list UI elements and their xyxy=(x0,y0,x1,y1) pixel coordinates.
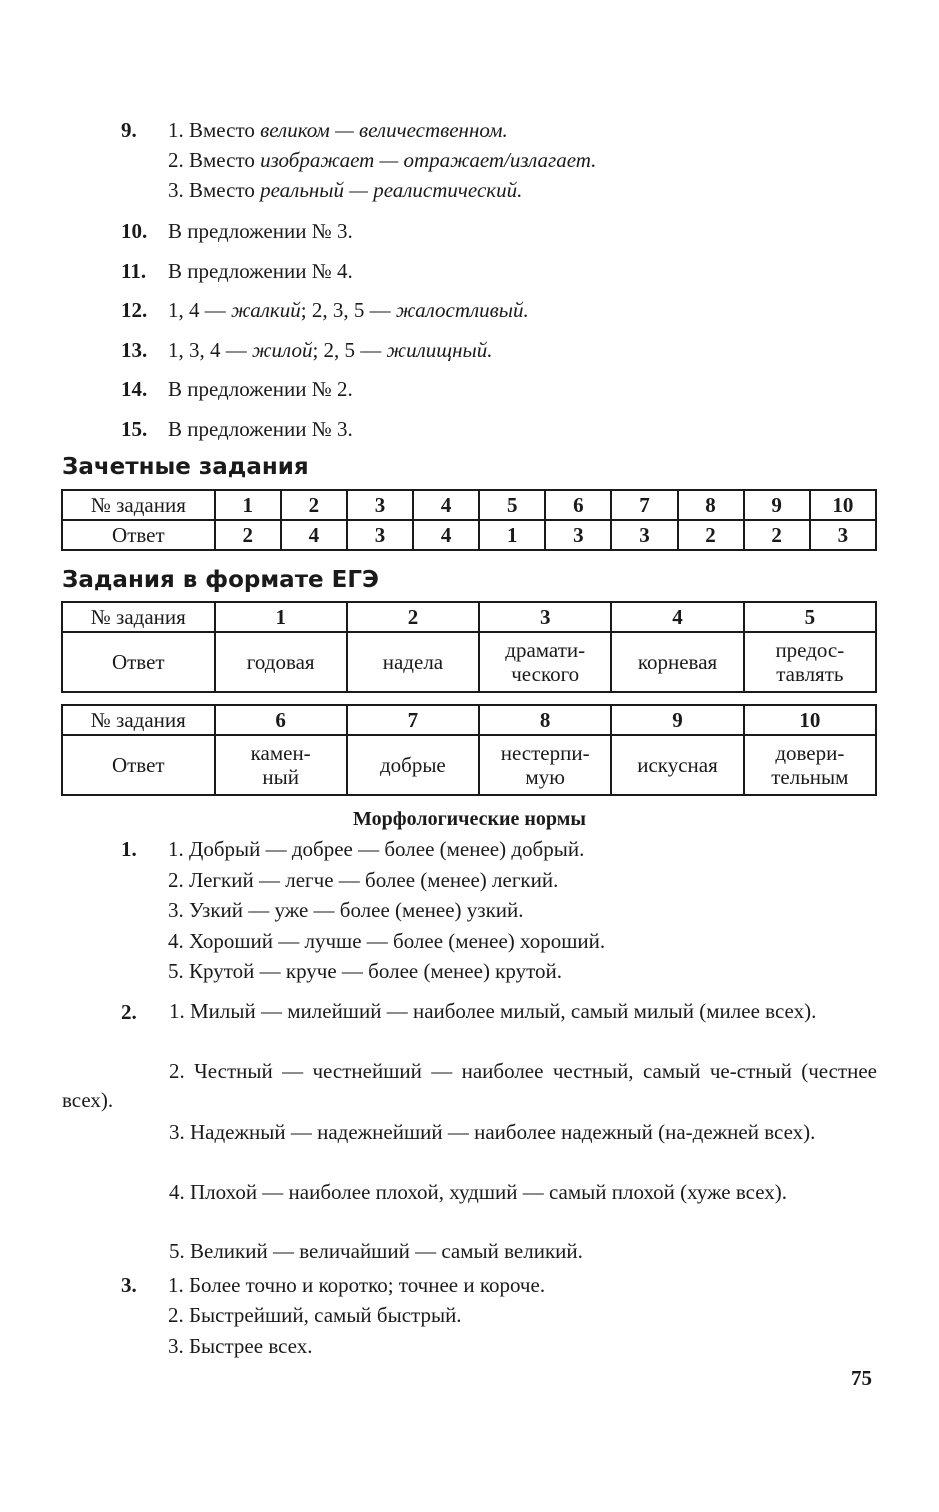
morph-2-para-5 xyxy=(62,1237,877,1266)
morph-1-line-1: 1. Добрый — добрее — более (менее) добрый. xyxy=(168,837,585,861)
task-number-cell: 1 xyxy=(215,602,347,632)
paragraph-text: 3. Надежный — надежнейший — наиболее надежный (на-дежней всех). xyxy=(169,1120,816,1144)
task-number-cell: 4 xyxy=(413,490,479,520)
task-number-cell: 6 xyxy=(545,490,611,520)
paragraph-text: 1. Милый — милейший — наиболее милый, самый милый (милее всех). xyxy=(169,999,817,1023)
row-label-answer: Ответ xyxy=(62,520,215,550)
paragraph-text: 4. Плохой — наиболее плохой, худший — самый плохой (хуже всех). xyxy=(169,1180,788,1204)
task-number-cell: 10 xyxy=(810,490,876,520)
answer-cell: 2 xyxy=(678,520,744,550)
task-number-cell: 2 xyxy=(347,602,479,632)
table-row-answers xyxy=(62,632,876,692)
answer-cell: 3 xyxy=(611,520,677,550)
morph-2-para-1 xyxy=(62,997,877,1026)
answer-cell: 2 xyxy=(744,520,810,550)
section-heading-ege-format: Задания в формате ЕГЭ xyxy=(62,567,379,593)
answer-11-text: В предложении № 4. xyxy=(168,259,353,283)
answer-number-12: 12. xyxy=(121,298,148,322)
answer-9-line-1: 1. Вместо великом — величественном. xyxy=(168,118,508,142)
task-number-cell: 5 xyxy=(744,602,876,632)
task-number-cell: 8 xyxy=(678,490,744,520)
answer-number-11: 11. xyxy=(121,259,147,283)
table-row-answers xyxy=(62,520,876,550)
answer-9-line-3: 3. Вместо реальный — реалистический. xyxy=(168,178,523,202)
task-number-cell: 9 xyxy=(744,490,810,520)
morph-1-line-5: 5. Крутой — круче — более (менее) крутой. xyxy=(168,959,562,983)
answer-number-13: 13. xyxy=(121,338,148,362)
answer-cell: 2 xyxy=(215,520,281,550)
task-number-cell: 7 xyxy=(347,705,479,735)
answer-cell: 3 xyxy=(810,520,876,550)
table-row-answers xyxy=(62,735,876,795)
table-row-numbers xyxy=(62,705,876,735)
morph-norms-title: Морфологические нормы xyxy=(353,808,586,830)
task-number-cell: 1 xyxy=(215,490,281,520)
ege-tasks-table-2 xyxy=(61,704,877,796)
task-number-cell: 3 xyxy=(479,602,611,632)
answer-15-text: В предложении № 3. xyxy=(168,417,353,441)
answer-number-9: 9. xyxy=(121,118,137,142)
page-number: 75 xyxy=(851,1366,872,1390)
row-label-task-number: № задания xyxy=(62,705,215,735)
morph-3-line-1: 1. Более точно и коротко; точнее и короче. xyxy=(168,1273,546,1297)
morph-number-3: 3. xyxy=(121,1273,137,1297)
answer-cell: 1 xyxy=(479,520,545,550)
task-number-cell: 4 xyxy=(611,602,743,632)
morph-2-para-2 xyxy=(62,1057,877,1115)
task-number-cell: 6 xyxy=(215,705,347,735)
morph-1-line-4: 4. Хороший — лучше — более (менее) хороший. xyxy=(168,929,606,953)
answer-9-line-2: 2. Вместо изображает — отражает/излагает. xyxy=(168,148,597,172)
morph-3-line-2: 2. Быстрейший, самый быстрый. xyxy=(168,1303,462,1327)
answer-12-text: 1, 4 — жалкий; 2, 3, 5 — жалостливый. xyxy=(168,298,529,322)
credit-tasks-table xyxy=(61,489,877,551)
answer-cell: надела xyxy=(347,632,479,692)
answer-cell: предос- тавлять xyxy=(744,632,876,692)
answer-cell: драмати- ческого xyxy=(479,632,611,692)
morph-number-2: 2. xyxy=(121,1000,137,1024)
row-label-answer: Ответ xyxy=(62,735,215,795)
answer-cell: искусная xyxy=(611,735,743,795)
answer-cell: добрые xyxy=(347,735,479,795)
task-number-cell: 2 xyxy=(281,490,347,520)
answer-14-text: В предложении № 2. xyxy=(168,377,353,401)
answer-cell: 3 xyxy=(545,520,611,550)
morph-1-line-2: 2. Легкий — легче — более (менее) легкий. xyxy=(168,868,559,892)
table-row-numbers xyxy=(62,490,876,520)
answer-cell: камен- ный xyxy=(215,735,347,795)
task-number-cell: 7 xyxy=(611,490,677,520)
row-label-task-number: № задания xyxy=(62,602,215,632)
answer-number-10: 10. xyxy=(121,219,148,243)
morph-2-para-3 xyxy=(62,1118,877,1147)
section-heading-credit-tasks: Зачетные задания xyxy=(62,454,309,480)
answer-cell: довери- тельным xyxy=(744,735,876,795)
answer-cell: нестерпи- мую xyxy=(479,735,611,795)
answer-cell: корневая xyxy=(611,632,743,692)
task-number-cell: 10 xyxy=(744,705,876,735)
morph-1-line-3: 3. Узкий — уже — более (менее) узкий. xyxy=(168,898,524,922)
morph-2-para-4 xyxy=(62,1178,877,1207)
answer-cell: 4 xyxy=(413,520,479,550)
answer-cell: 3 xyxy=(347,520,413,550)
task-number-cell: 3 xyxy=(347,490,413,520)
table-row-numbers xyxy=(62,602,876,632)
ege-tasks-table-1 xyxy=(61,601,877,693)
answer-number-15: 15. xyxy=(121,417,148,441)
row-label-answer: Ответ xyxy=(62,632,215,692)
answer-10-text: В предложении № 3. xyxy=(168,219,353,243)
answer-cell: 4 xyxy=(281,520,347,550)
paragraph-text: 2. Честный — честнейший — наиболее честный, самый че-стный (честнее всех). xyxy=(62,1059,877,1112)
paragraph-text: 5. Великий — величайший — самый великий. xyxy=(169,1239,583,1263)
task-number-cell: 5 xyxy=(479,490,545,520)
task-number-cell: 9 xyxy=(611,705,743,735)
task-number-cell: 8 xyxy=(479,705,611,735)
morph-number-1: 1. xyxy=(121,837,137,861)
answer-cell: годовая xyxy=(215,632,347,692)
answer-13-text: 1, 3, 4 — жилой; 2, 5 — жилищный. xyxy=(168,338,493,362)
morph-3-line-3: 3. Быстрее всех. xyxy=(168,1334,313,1358)
row-label-task-number: № задания xyxy=(62,490,215,520)
answer-number-14: 14. xyxy=(121,377,148,401)
